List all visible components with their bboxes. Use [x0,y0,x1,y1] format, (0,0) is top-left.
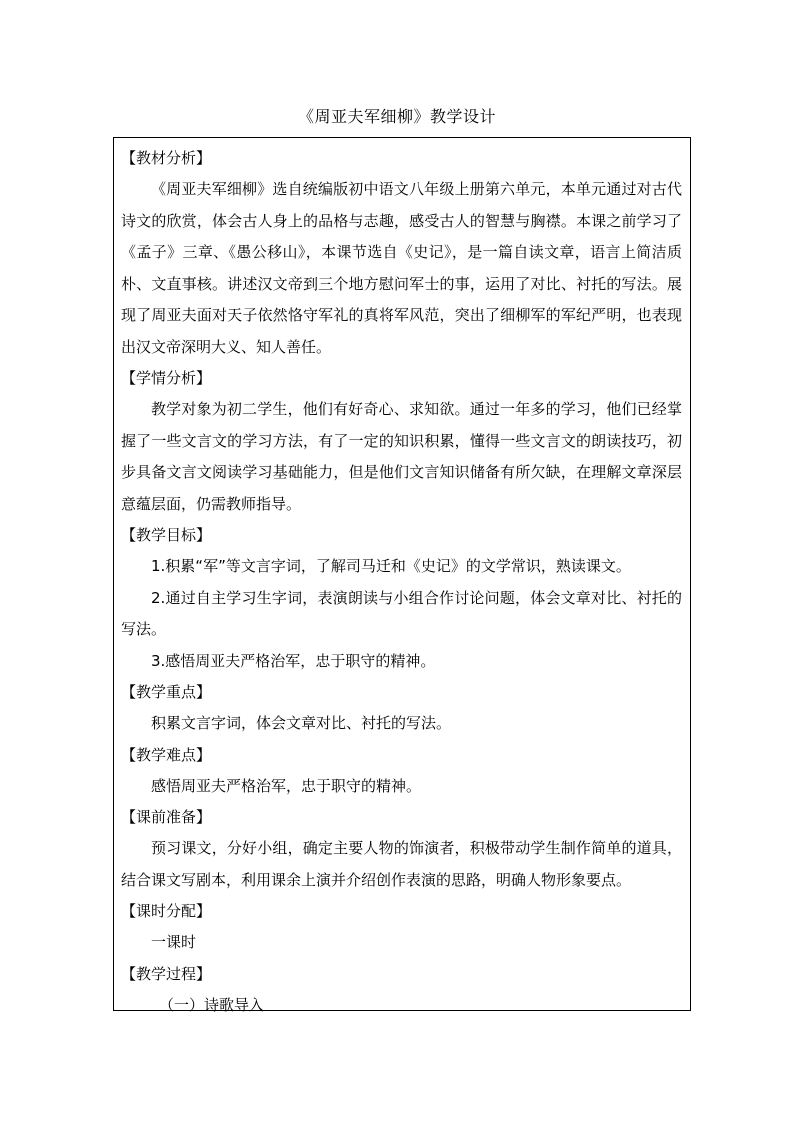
objective-item-3: 3.感悟周亚夫严格治军，忠于职守的精神。 [151,651,436,670]
textbook-analysis-paragraph: 《周亚夫军细柳》选自统编版初中语文八年级上册第六单元，本单元通过对古代诗文的欣赏，体会古人身上的品格与志趣，感受古人的智慧与胸襟。本课之前学习了《孟子》三章、《愚公移山》，本课节选自《史记》，是一篇自读文章，语言上简洁质朴、文直事核。讲述汉文帝到三个地方慰问军士的事，运用了对比、衬托的写法。展现了周亚夫面对天子依然恪守军礼的真将军风范，突出了细柳军的军纪严明，也表现出汉文帝深明大义、知人善任。 [121,180,682,356]
lesson-plan-table [113,137,691,1014]
section-heading-textbook-analysis: 【教材分析】 [121,149,212,167]
section-heading-process: 【教学过程】 [121,964,212,983]
page-title: 《周亚夫军细柳》教学设计 [297,107,496,126]
section-heading-preparation: 【课前准备】 [121,808,212,826]
section-heading-difficulties: 【教学难点】 [121,745,212,764]
key-points-paragraph: 积累文言字词，体会文章对比、衬托的写法。 [151,714,452,732]
section-heading-schedule: 【课时分配】 [121,902,212,920]
objective-item-2: 2.通过自主学习生字词，表演朗读与小组合作讨论问题，体会文章对比、衬托的写法。 [121,588,682,638]
schedule-paragraph: 一课时 [151,933,197,951]
process-step-1: （一）诗歌导入 [159,995,265,1014]
section-heading-learner-analysis: 【学情分析】 [121,369,212,387]
section-heading-objectives: 【教学目标】 [121,526,212,544]
preparation-paragraph: 预习课文，分好小组，确定主要人物的饰演者，积极带动学生制作简单的道具，结合课文写剧本，利用课余上演并介绍创作表演的思路，明确人物形象要点。 [121,839,682,889]
objective-item-1: 1.积累“军”等文言字词，了解司马迁和《史记》的文学常识，熟读课文。 [151,557,631,575]
learner-analysis-paragraph: 教学对象为初二学生，他们有好奇心、求知欲。通过一年多的学习，他们已经掌握了一些文言文的学习方法，有了一定的知识积累，懂得一些文言文的朗读技巧，初步具备文言文阅读学习基础能力，但是他们文言知识储备有所欠缺，在理解文章深层意蕴层面，仍需教师指导。 [121,400,682,513]
section-heading-key-points: 【教学重点】 [121,683,212,701]
difficulties-paragraph: 感悟周亚夫严格治军，忠于职守的精神。 [151,776,422,795]
